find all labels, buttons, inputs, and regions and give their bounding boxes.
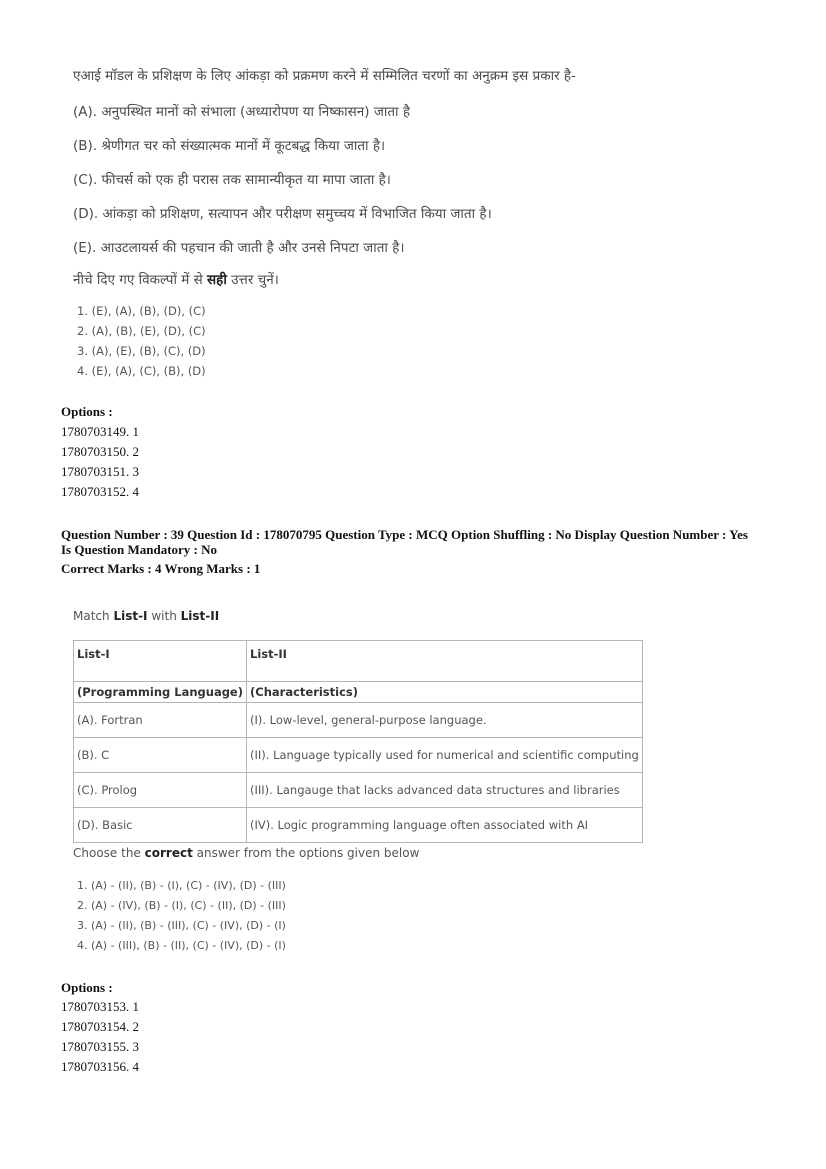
table-subheader-list-1: (Programming Language) [74,682,247,703]
table-cell: (I). Low-level, general-purpose language. [247,703,643,738]
match-table [73,640,643,843]
english-choice-3: 3. (A) - (II), (B) - (III), (C) - (IV), (D) - (I) [77,919,286,932]
english-instruction-pre: Choose the [73,846,145,860]
english-choice-4: 4. (A) - (III), (B) - (II), (C) - (IV), (D) - (I) [77,939,286,952]
hindi-choice-3: 3. (A), (E), (B), (C), (D) [77,344,206,358]
option-id-6: 1780703154. 2 [61,1019,139,1034]
hindi-choice-2: 2. (A), (B), (E), (D), (C) [77,324,206,338]
table-row [74,703,643,738]
hindi-question-intro: एआई मॉडल के प्रशिक्षण के लिए आंकड़ा को प्रक्रमण करने में सम्मिलित चरणों का अनुक्रम इस प्रकार है- [73,68,576,84]
table-cell: (A). Fortran [74,703,247,738]
table-cell: (II). Language typically used for numerical and scientific computing [247,738,643,773]
table-cell: (III). Langauge that lacks advanced data structures and libraries [247,773,643,808]
table-row [74,808,643,843]
question-meta-line-3: Correct Marks : 4 Wrong Marks : 1 [61,561,261,576]
table-header-list-1: List-I [74,641,247,682]
table-cell: (D). Basic [74,808,247,843]
table-header-row [74,641,643,682]
hindi-statement-b: (B). श्रेणीगत चर को संख्यात्मक मानों में कूटबद्ध किया जाता है। [73,138,386,154]
english-instruction [73,846,419,860]
table-row [74,773,643,808]
question-meta-line-2: Is Question Mandatory : No [61,542,218,557]
english-choice-1: 1. (A) - (II), (B) - (I), (C) - (IV), (D) - (III) [77,879,286,892]
english-instruction-bold: correct [144,846,193,860]
hindi-statement-c: (C). फीचर्स को एक ही परास तक सामान्यीकृत या मापा जाता है। [73,172,391,188]
table-subheader-list-2: (Characteristics) [247,682,643,703]
hindi-instruction-pre: नीचे दिए गए विकल्पों में से [73,272,208,288]
question-meta-line-1: Question Number : 39 Question Id : 178070795 Question Type : MCQ Option Shuffling : No Display Question Number : Yes [61,527,748,542]
table-header-list-2: List-II [247,641,643,682]
hindi-statement-d: (D). आंकड़ा को प्रशिक्षण, सत्यापन और परीक्षण समुच्चय में विभाजित किया जाता है। [73,206,492,222]
option-id-7: 1780703155. 3 [61,1039,139,1054]
intro-mid: with [147,609,181,623]
options-label-2: Options : [61,980,113,995]
option-id-5: 1780703153. 1 [61,999,139,1014]
intro-pre: Match [73,609,114,623]
hindi-instruction [73,270,279,288]
hindi-instruction-post: उत्तर चुनें। [226,272,279,288]
hindi-choice-4: 4. (E), (A), (C), (B), (D) [77,364,206,378]
option-id-3: 1780703151. 3 [61,464,139,479]
option-id-2: 1780703150. 2 [61,444,139,459]
english-choice-2: 2. (A) - (IV), (B) - (I), (C) - (II), (D) - (III) [77,899,286,912]
options-label-1: Options : [61,404,113,419]
hindi-choice-1: 1. (E), (A), (B), (D), (C) [77,304,206,318]
hindi-statement-a: (A). अनुपस्थित मानों को संभाला (अध्यारोपण या निष्कासन) जाता है [73,104,411,120]
table-cell: (B). C [74,738,247,773]
table-cell: (C). Prolog [74,773,247,808]
table-row [74,738,643,773]
english-instruction-post: answer from the options given below [192,846,420,860]
option-id-1: 1780703149. 1 [61,424,139,439]
intro-list-1: List-I [113,609,148,623]
hindi-instruction-bold: सही [207,272,227,288]
table-cell: (IV). Logic programming language often associated with AI [247,808,643,843]
table-subheader-row [74,682,643,703]
english-question-intro [73,609,219,623]
option-id-4: 1780703152. 4 [61,484,139,499]
intro-list-2: List-II [180,609,220,623]
hindi-statement-e: (E). आउटलायर्स की पहचान की जाती है और उनसे निपटा जाता है। [73,240,405,256]
option-id-8: 1780703156. 4 [61,1059,139,1074]
